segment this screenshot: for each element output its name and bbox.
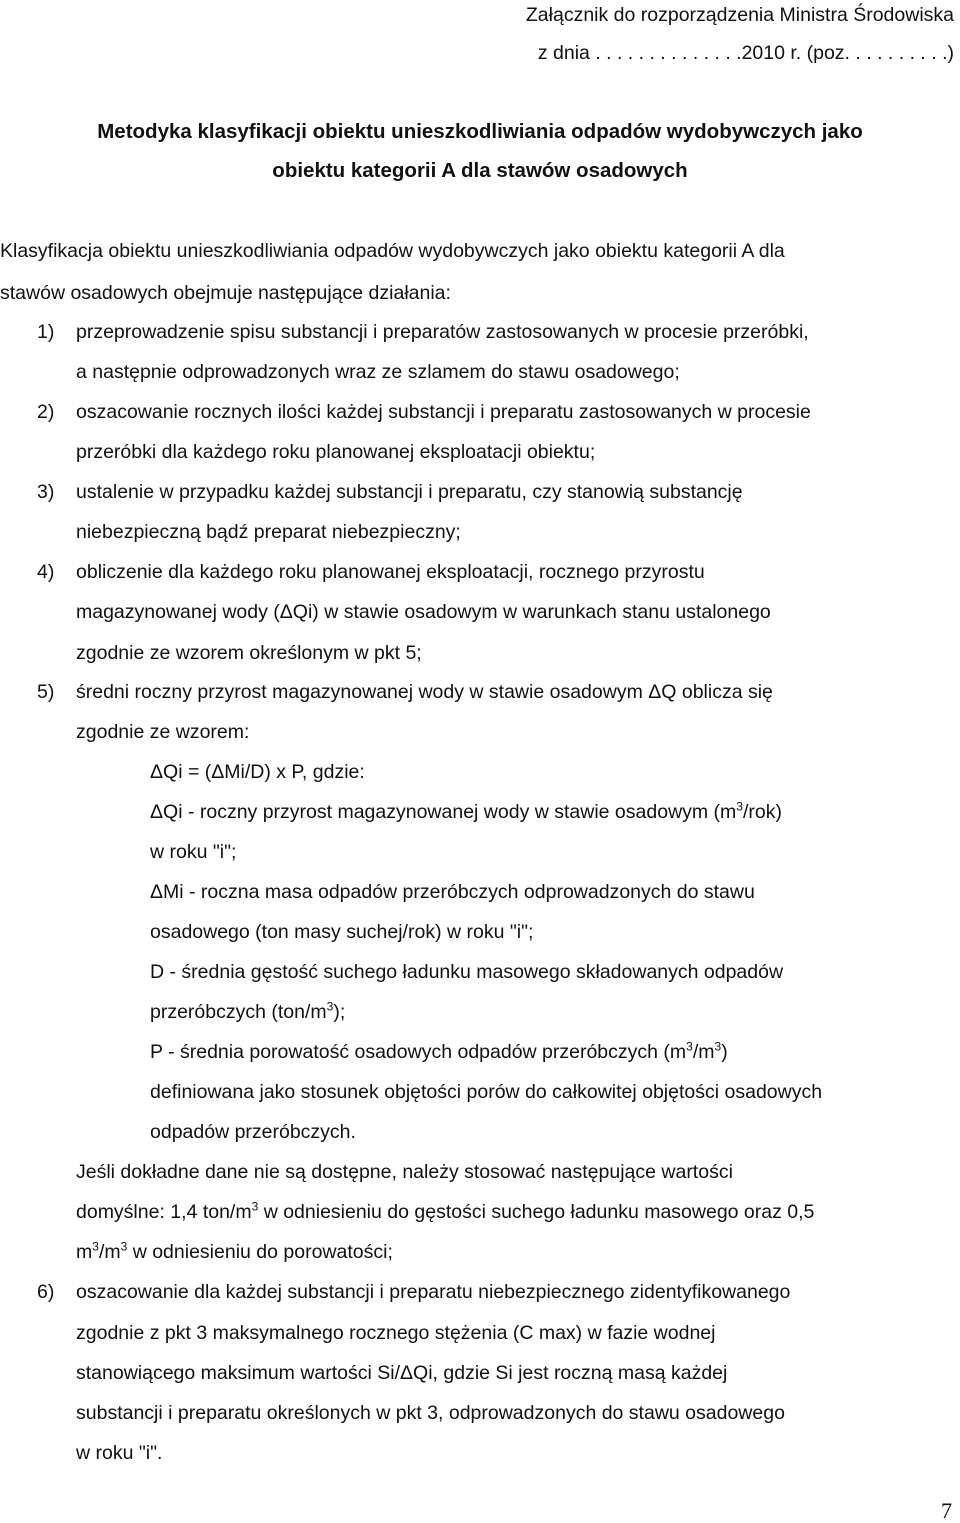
item-3-number: 3) (37, 481, 55, 503)
definition-dqi-line-2: w roku "i"; (150, 841, 237, 863)
page-number: 7 (941, 1498, 952, 1523)
item-6-line-5: w roku "i". (76, 1442, 163, 1464)
definition-d-line-1: D - średnia gęstość suchego ładunku masowego składowanych odpadów (150, 961, 784, 983)
definition-p-line-3: odpadów przeróbczych. (150, 1121, 356, 1143)
item-6-number: 6) (37, 1281, 55, 1303)
item-4-line-3: zgodnie ze wzorem określonym w pkt 5; (76, 642, 422, 664)
item-1-line-2: a następnie odprowadzonych wraz ze szlamem do stawu osadowego; (76, 361, 680, 383)
formula: ΔQi = (ΔMi/D) x P, gdzie: (150, 761, 365, 783)
item-6-line-1: oszacowanie dla każdej substancji i preparatu niebezpiecznego zidentyfikowanego (76, 1281, 791, 1303)
document-title-line-1: Metodyka klasyfikacji obiektu unieszkodliwiania odpadów wydobywczych jako (97, 120, 863, 143)
item-2-number: 2) (37, 401, 55, 423)
definition-p-line-2: definiowana jako stosunek objętości porów do całkowitej objętości osadowych (150, 1081, 823, 1103)
item-4-line-1: obliczenie dla każdego roku planowanej eksploatacji, rocznego przyrostu (76, 561, 705, 583)
header-line-1: Załącznik do rozporządzenia Ministra Środowiska (525, 4, 954, 26)
item-2-line-1: oszacowanie rocznych ilości każdej substancji i preparatu zastosowanych w procesie (76, 401, 811, 423)
item-2-line-2: przeróbki dla każdego roku planowanej eksploatacji obiektu; (76, 441, 596, 463)
definition-dmi-line-2: osadowego (ton masy suchej/rok) w roku "i"; (150, 921, 534, 943)
default-values-line-1: Jeśli dokładne dane nie są dostępne, należy stosować następujące wartości (76, 1161, 733, 1183)
intro-line-2: stawów osadowych obejmuje następujące działania: (0, 282, 451, 304)
item-6-line-4: substancji i preparatu określonych w pkt 3, odprowadzonych do stawu osadowego (76, 1402, 785, 1424)
item-5-line-2: zgodnie ze wzorem: (76, 721, 250, 743)
item-6-line-2: zgodnie z pkt 3 maksymalnego rocznego stężenia (C max) w fazie wodnej (76, 1322, 716, 1344)
item-4-number: 4) (37, 561, 55, 583)
item-1-line-1: przeprowadzenie spisu substancji i preparatów zastosowanych w procesie przeróbki, (76, 321, 809, 343)
definition-dmi-line-1: ΔMi - roczna masa odpadów przeróbczych odprowadzonych do stawu (150, 881, 755, 903)
default-values-line-3: $m^3/m^3$ w odniesieniu do porowatości; (76, 1239, 393, 1263)
item-1-number: 1) (37, 321, 55, 343)
document-title-line-2: obiektu kategorii A dla stawów osadowych (272, 159, 688, 182)
intro-line-1: Klasyfikacja obiektu unieszkodliwiania odpadów wydobywczych jako obiektu kategorii A dla (0, 240, 785, 262)
item-6-line-3: stanowiącego maksimum wartości Si/ΔQi, gdzie Si jest roczną masą każdej (76, 1362, 728, 1384)
item-5-line-1: średni roczny przyrost magazynowanej wody w stawie osadowym ΔQ oblicza się (76, 681, 773, 703)
header-line-2: z dnia . . . . . . . . . . . . . .2010 r. (poz. . . . . . . . . .) (537, 42, 954, 64)
item-3-line-2: niebezpieczną bądź preparat niebezpieczny; (76, 521, 461, 543)
definition-dqi-line-1: ΔQi - roczny przyrost magazynowanej wody w stawie osadowym $(m^3/rok)$ (150, 799, 782, 823)
definition-p-line-1: P - średnia porowatość osadowych odpadów przeróbczych $(m^3/m^3)$ (150, 1039, 728, 1063)
default-values-line-2: domyślne: 1,4 ton/$m^3$ w odniesieniu do gęstości suchego ładunku masowego oraz 0,5 (76, 1199, 815, 1223)
definition-d-line-2: przeróbczych $(ton/m^3)$; (150, 999, 346, 1023)
item-3-line-1: ustalenie w przypadku każdej substancji i preparatu, czy stanowią substancję (76, 481, 743, 503)
item-4-line-2: magazynowanej wody (ΔQi) w stawie osadowym w warunkach stanu ustalonego (76, 601, 771, 623)
item-5-number: 5) (37, 681, 55, 703)
